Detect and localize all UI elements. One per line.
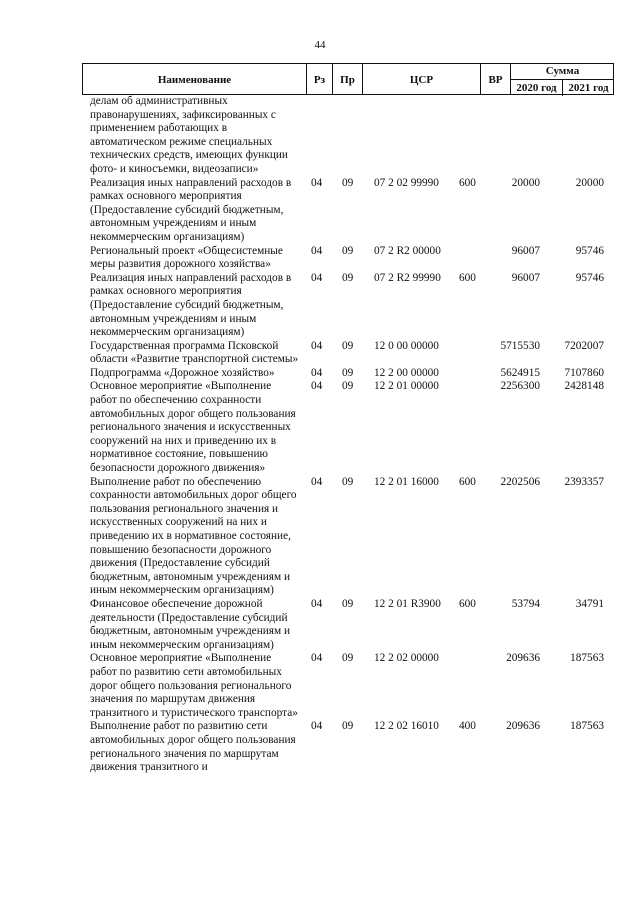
table-row xyxy=(0,652,640,720)
row-sum-2020: 96007 xyxy=(511,271,540,284)
row-name: Выполнение работ по развитию сети автомобильных дорог общего пользования регионального значения по маршрутам движения транзитного и xyxy=(90,720,296,774)
row-name: Основное мероприятие «Выполнение работ по обеспечению сохранности автомобильных дорог общего пользования регионального значения и искусственных сооружений на них и приведению их в нормативное состояние, повышению безопасности дорожного движения» xyxy=(90,380,296,475)
table-row xyxy=(0,245,640,272)
row-sum-2021: 95746 xyxy=(575,244,604,257)
page-number: 44 xyxy=(314,39,326,51)
row-sum-2021: 7202007 xyxy=(564,339,604,352)
row-sum-2020: 5715530 xyxy=(500,339,540,352)
row-name: Государственная программа Псковской области «Развитие транспортной системы» xyxy=(90,339,299,366)
row-sum-2020: 20000 xyxy=(511,176,540,189)
row-sum-2021: 7107860 xyxy=(564,366,604,379)
table-body xyxy=(0,95,640,775)
table-row xyxy=(0,177,640,245)
table-row xyxy=(0,720,640,774)
header-year-2020: 2020 год xyxy=(511,80,563,96)
row-sum-2021: 20000 xyxy=(575,176,604,189)
row-name: Выполнение работ по обеспечению сохранности автомобильных дорог общего пользования регионального значения и искусственных сооружений на них и приведению их в нормативное состояние, повышению безопасности дорожного движения (Предоставление субсидий бюджетным, автономным учреждениям и иным некоммерческим организациям) xyxy=(90,475,297,597)
header-year-2021: 2021 год xyxy=(568,82,609,94)
row-sum-2021: 2393357 xyxy=(564,475,604,488)
header-name: Наименование xyxy=(83,64,307,95)
row-name: Финансовое обеспечение дорожной деятельности (Предоставление субсидий бюджетным, автономным учреждениям и иным некоммерческим организациям) xyxy=(90,597,291,651)
header-sum-title: Сумма xyxy=(511,64,614,80)
row-name: Реализация иных направлений расходов в рамках основного мероприятия (Предоставление субсидий бюджетным, автономным учреждениям и иным некоммерческим организациям) xyxy=(90,271,292,339)
row-rz: 04 xyxy=(311,652,323,665)
header-years xyxy=(511,80,614,96)
table-row xyxy=(0,476,640,598)
row-sum-2020: 96007 xyxy=(511,244,540,257)
row-sum-2021: 187563 xyxy=(570,652,604,665)
row-name: Реализация иных направлений расходов в рамках основного мероприятия (Предоставление субсидий бюджетным, автономным учреждениям и иным некоммерческим организациям) xyxy=(90,176,292,243)
row-rz: 04 xyxy=(311,366,323,379)
row-pr: 09 xyxy=(342,366,354,379)
row-sum-2020: 209636 xyxy=(506,652,540,665)
row-sum-2020: 209636 xyxy=(506,720,540,733)
row-pr: 09 xyxy=(342,720,354,733)
header-vr: ВР xyxy=(481,64,511,95)
row-pr: 09 xyxy=(342,652,354,665)
row-rz: 04 xyxy=(311,720,323,733)
header-rz: Рз xyxy=(307,64,333,95)
row-sum-2021: 187563 xyxy=(570,720,604,733)
row-pr: 09 xyxy=(342,244,354,257)
row-rz: 04 xyxy=(311,380,323,393)
table-row xyxy=(0,367,640,381)
row-vr: 600 xyxy=(459,176,476,189)
row-pr: 09 xyxy=(342,176,354,189)
row-pr: 09 xyxy=(342,597,354,610)
row-vr: 400 xyxy=(459,720,476,733)
row-sum-2020: 53794 xyxy=(511,597,540,610)
row-rz: 04 xyxy=(311,597,323,610)
row-vr: 600 xyxy=(459,597,476,610)
row-vr: 600 xyxy=(459,475,476,488)
row-sum-2020: 2202506 xyxy=(500,475,540,488)
row-csr: 12 2 02 16010 xyxy=(374,720,439,733)
row-name: делам об административных правонарушениях, зафиксированных с применением работающих в автоматическом режиме специальных технических средств, имеющих функции фото- и киносъемки, видеозаписи» xyxy=(90,95,288,175)
header-pr: Пр xyxy=(333,64,363,95)
table-row xyxy=(0,598,640,652)
row-sum-2021: 34791 xyxy=(575,597,604,610)
table-row xyxy=(0,272,640,340)
row-csr: 12 2 01 R3900 xyxy=(374,597,441,610)
row-csr: 12 2 00 00000 xyxy=(374,366,439,379)
row-csr: 12 2 02 00000 xyxy=(374,652,439,665)
row-sum-2020: 2256300 xyxy=(500,380,540,393)
row-rz: 04 xyxy=(311,244,323,257)
row-rz: 04 xyxy=(311,176,323,189)
row-csr: 07 2 R2 99990 xyxy=(374,271,441,284)
row-vr: 600 xyxy=(459,271,476,284)
row-csr: 12 2 01 16000 xyxy=(374,475,439,488)
row-name: Региональный проект «Общесистемные меры развития дорожного хозяйства» xyxy=(90,244,283,271)
row-sum-2021: 95746 xyxy=(575,271,604,284)
row-pr: 09 xyxy=(342,475,354,488)
table-row xyxy=(0,380,640,475)
row-pr: 09 xyxy=(342,339,354,352)
row-csr: 07 2 02 99990 xyxy=(374,176,439,189)
header-sum xyxy=(511,64,614,95)
table-row xyxy=(0,95,640,177)
row-name: Подпрограмма «Дорожное хозяйство» xyxy=(90,366,275,379)
row-csr: 07 2 R2 00000 xyxy=(374,244,441,257)
row-csr: 12 2 01 00000 xyxy=(374,380,439,393)
row-rz: 04 xyxy=(311,475,323,488)
row-sum-2020: 5624915 xyxy=(500,366,540,379)
row-name: Основное мероприятие «Выполнение работ по развитию сети автомобильных дорог общего пользования регионального значения по маршрутам движения транзитного и туристического транспорта» xyxy=(90,652,298,719)
row-pr: 09 xyxy=(342,271,354,284)
row-rz: 04 xyxy=(311,271,323,284)
row-pr: 09 xyxy=(342,380,354,393)
header-csr: ЦСР xyxy=(363,64,481,95)
row-sum-2021: 2428148 xyxy=(564,380,604,393)
row-csr: 12 0 00 00000 xyxy=(374,339,439,352)
row-rz: 04 xyxy=(311,339,323,352)
table-row xyxy=(0,340,640,367)
table-header xyxy=(82,63,614,95)
